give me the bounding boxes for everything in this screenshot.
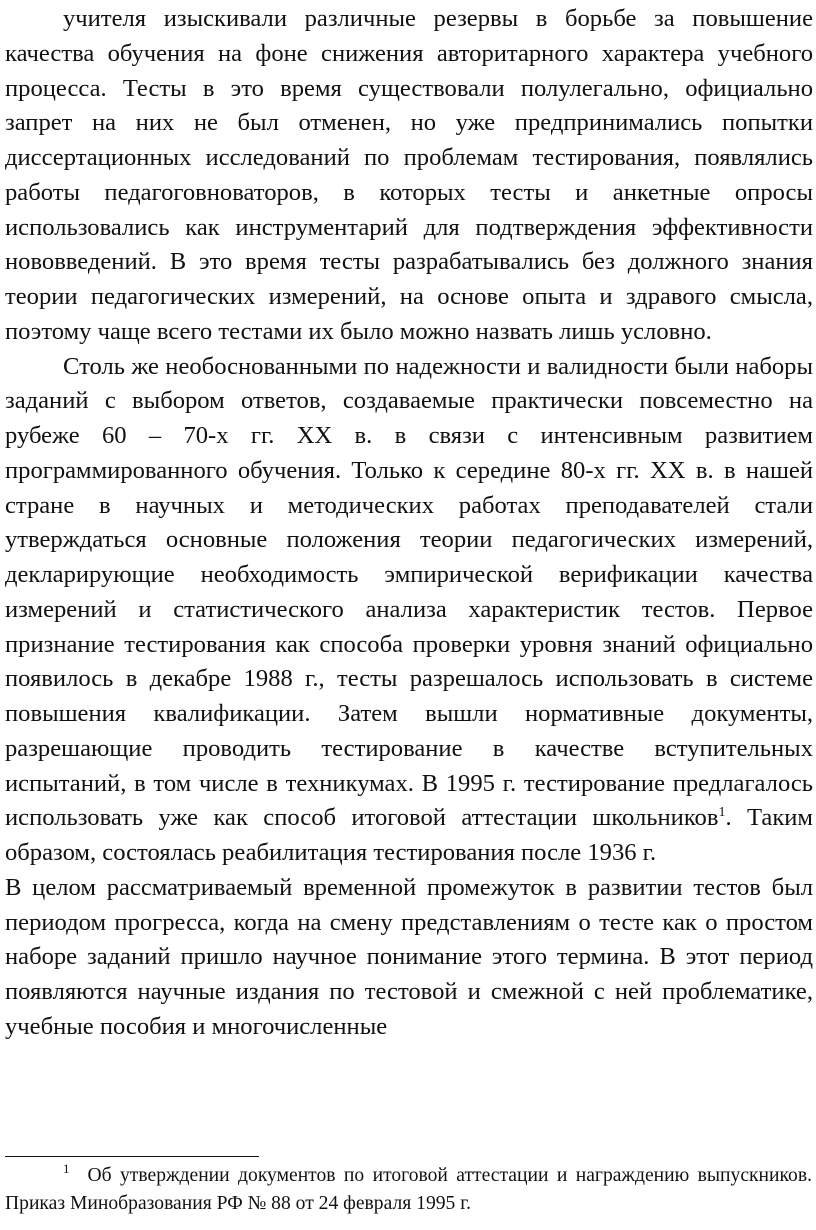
footnote-mark: 1 bbox=[63, 1161, 70, 1177]
footnote-separator bbox=[5, 1156, 259, 1157]
document-page bbox=[5, 0, 813, 1045]
footnote-reference[interactable]: 1 bbox=[718, 805, 726, 821]
paragraph-2 bbox=[5, 350, 813, 871]
paragraph-3: В целом рассматриваемый временной промежуток в развитии тестов был периодом прогресса, когда на смену представлениям о тесте как о простом наборе заданий пришло научное понимание этого термина. В этот период появляются научные издания по тестовой и смежной с ней проблематике, учебные пособия и многочисленные bbox=[5, 873, 813, 1040]
footnote-text: Об утверждении документов по итоговой аттестации и награждению выпускников. Приказ Минобразования РФ № 88 от 24 февраля 1995 г. bbox=[5, 1165, 812, 1214]
main-text bbox=[5, 0, 813, 1045]
paragraph-2-text: Столь же необоснованными по надежности и валидности были наборы заданий с выбором ответов, создаваемые практически повсеместно на рубеже 60 – 70-х гг. XX в. в связи с интенсивным развитием программированного обучения. Только к середине 80-х гг. XX в. в нашей стране в научных и методических работах преподавателей стали утверждаться основные положения теории педагогических измерений, декларирующие необходимость эмпирической верификации качества измерений и статистического анализа характеристик тестов. Первое признание тестирования как способа проверки уровня знаний официально появилось в декабре 1988 г., тесты разрешалось использовать в системе повышения квалификации. Затем вышли нормативные документы, разрешающие проводить тестирование в качестве вступительных испытаний, в том числе в техникумах. В 1995 г. тестирование предлагалось использовать уже как способ итоговой аттестации школьников bbox=[5, 352, 813, 832]
paragraph-1: учителя изыскивали различные резервы в борьбе за повышение качества обучения на фоне снижения авторитарного характера учебного процесса. Тесты в это время существовали полулегально, официально запрет на них не был отменен, но уже предпринимались попытки диссертационных исследований по проблемам тестирования, появлялись работы педагоговноваторов, в которых тесты и анкетные опросы использовались как инструментарий для подтверждения эффективности нововведений. В это время тесты разрабатывались без должного знания теории педагогических измерений, на основе опыта и здравого смысла, поэтому чаще всего тестами их было можно назвать лишь условно. bbox=[5, 5, 813, 345]
footnote bbox=[5, 1162, 812, 1218]
paragraph-2-text-end: . Таким образом, состоялась реабилитация тестирования после 1936 г. bbox=[5, 804, 813, 866]
